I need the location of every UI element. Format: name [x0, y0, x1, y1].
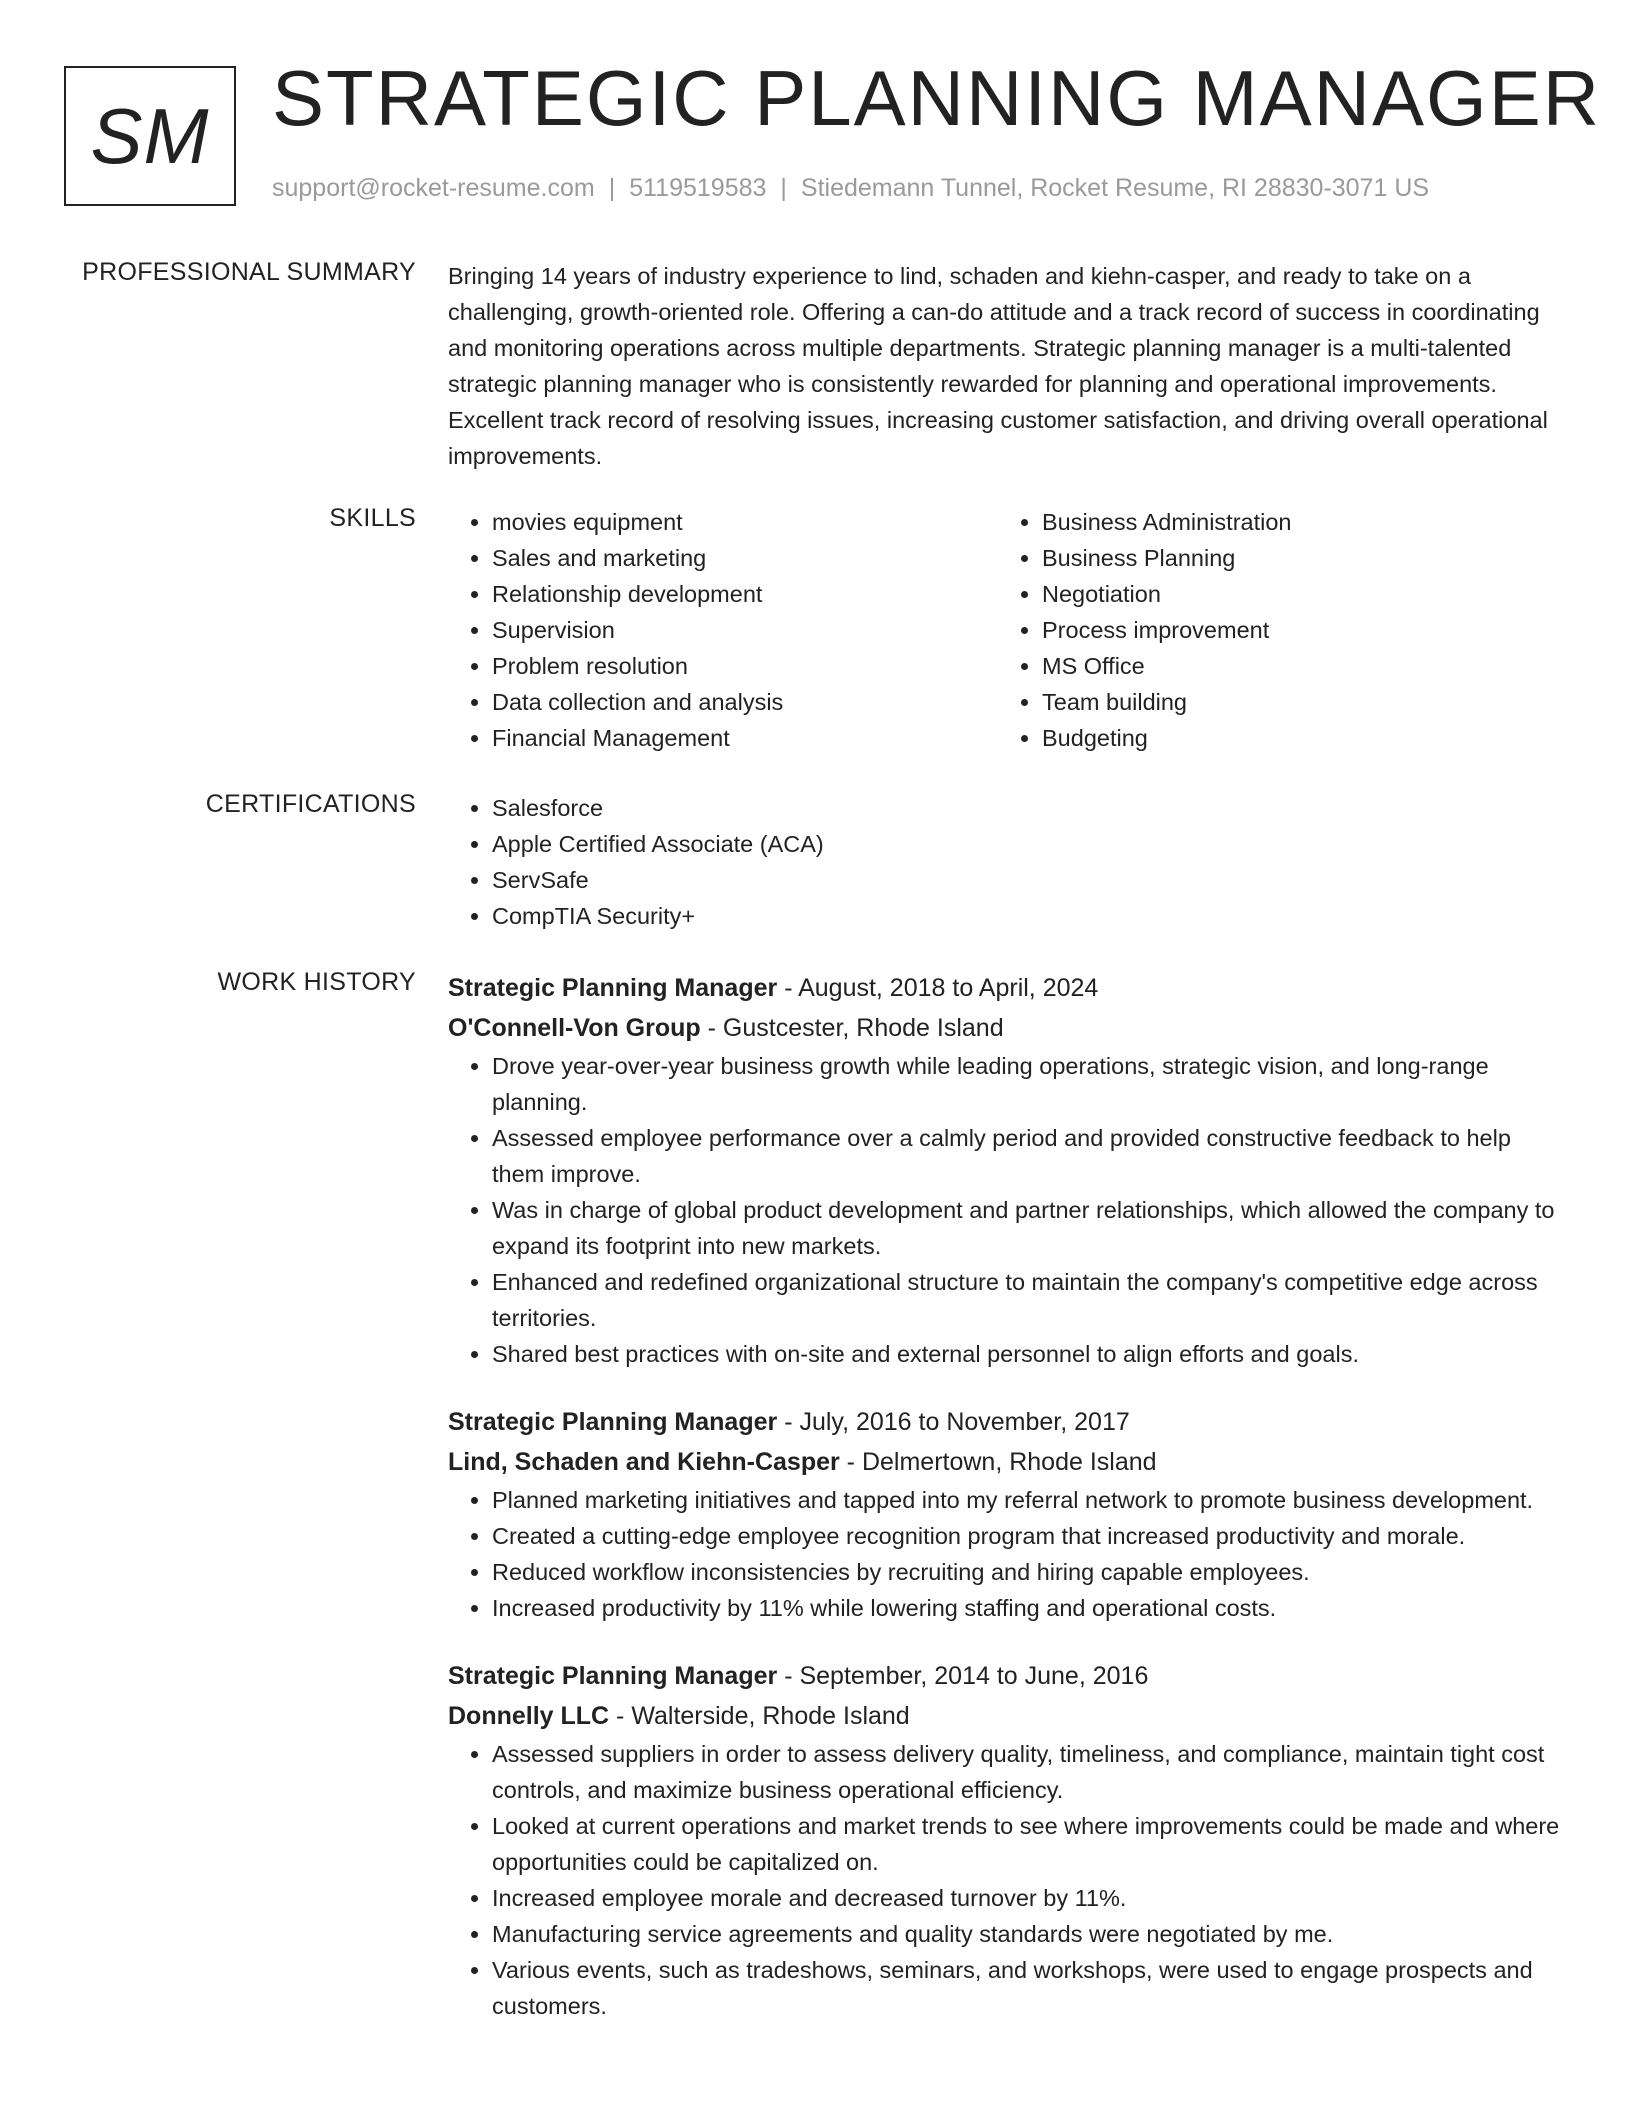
contact-separator: | — [608, 174, 616, 202]
job-title-line — [448, 1402, 1568, 1442]
job-location: - Delmertown, Rhode Island — [839, 1448, 1157, 1476]
job-bullet: • Drove year-over-year business growth while leading operations, strategic vision, and long-range planning. — [492, 1048, 1568, 1120]
job-bullet: • Increased productivity by 11% while lowering staffing and operational costs. — [492, 1590, 1568, 1626]
job-location: - Walterside, Rhode Island — [609, 1702, 910, 1730]
job-title-line — [448, 968, 1568, 1008]
job-dates: - August, 2018 to April, 2024 — [777, 974, 1099, 1002]
skill-item: • Process improvement — [1042, 612, 1548, 648]
job-company-line — [448, 1696, 1568, 1736]
job-company: Lind, Schaden and Kiehn-Casper — [448, 1448, 840, 1476]
certification-item: • Apple Certified Associate (ACA) — [492, 826, 1568, 862]
certification-item: • CompTIA Security+ — [492, 898, 1568, 934]
skill-item: • Budgeting — [1042, 720, 1548, 756]
job-bullet: • Assessed suppliers in order to assess delivery quality, timeliness, and compliance, maintain tight cost controls, and maximize business operational efficiency. — [492, 1736, 1568, 1808]
resume-title: STRATEGIC PLANNING MANAGER — [272, 54, 1602, 142]
section-label-certifications: CERTIFICATIONS — [205, 790, 416, 818]
job-title-line — [448, 1656, 1568, 1696]
skill-item: • Data collection and analysis — [492, 684, 998, 720]
skills-column-right — [998, 504, 1548, 756]
job-bullet-list — [448, 1482, 1568, 1626]
job-bullet: • Increased employee morale and decreased turnover by 11%. — [492, 1880, 1568, 1916]
contact-phone: 5119519583 — [629, 174, 767, 202]
job-title: Strategic Planning Manager — [448, 974, 778, 1002]
job-company-line — [448, 1008, 1568, 1048]
skill-item: • Business Administration — [1042, 504, 1548, 540]
job-entry — [448, 968, 1568, 1372]
section-label-summary: PROFESSIONAL SUMMARY — [82, 258, 416, 286]
job-bullet-list — [448, 1736, 1568, 2024]
contact-line — [272, 174, 1429, 203]
summary-text: Bringing 14 years of industry experience to lind, schaden and kiehn-casper, and ready to take on a challenging, growth-oriented role. Offering a can-do attitude and a track record of success in coordinating and monitoring operations across multiple departments. Strategic planning manager is a multi-talented strategic planning manager who is consistently rewarded for planning and operational improvements. Excellent track record of resolving issues, increasing customer satisfaction, and driving overall operational improvements. — [448, 263, 1548, 469]
job-dates: - September, 2014 to June, 2016 — [777, 1662, 1149, 1690]
work-history-list — [448, 968, 1568, 2054]
job-entry — [448, 1656, 1568, 2024]
job-title: Strategic Planning Manager — [448, 1662, 778, 1690]
job-dates: - July, 2016 to November, 2017 — [777, 1408, 1130, 1436]
job-bullet: • Planned marketing initiatives and tapped into my referral network to promote business development. — [492, 1482, 1568, 1518]
monogram-box — [64, 66, 236, 206]
skill-item: • MS Office — [1042, 648, 1548, 684]
job-bullet: • Reduced workflow inconsistencies by recruiting and hiring capable employees. — [492, 1554, 1568, 1590]
skill-item: • Negotiation — [1042, 576, 1548, 612]
job-location: - Gustcester, Rhode Island — [700, 1014, 1004, 1042]
skill-item: • Business Planning — [1042, 540, 1548, 576]
skills-list — [448, 504, 1568, 756]
job-bullet-list — [448, 1048, 1568, 1372]
contact-address: Stiedemann Tunnel, Rocket Resume, RI 28830-3071 US — [800, 174, 1430, 202]
job-bullet: • Assessed employee performance over a calmly period and provided constructive feedback to help them improve. — [492, 1120, 1568, 1192]
job-bullet: • Created a cutting-edge employee recognition program that increased productivity and morale. — [492, 1518, 1568, 1554]
certification-item: • Salesforce — [492, 790, 1568, 826]
job-company: O'Connell-Von Group — [448, 1014, 701, 1042]
section-label-skills: SKILLS — [329, 504, 416, 532]
job-title: Strategic Planning Manager — [448, 1408, 778, 1436]
certifications-list — [448, 790, 1568, 934]
skills-column-left — [448, 504, 998, 756]
skill-item: • Supervision — [492, 612, 998, 648]
section-label-work-history: WORK HISTORY — [217, 968, 416, 996]
job-entry — [448, 1402, 1568, 1626]
skill-item: • Team building — [1042, 684, 1548, 720]
contact-separator: | — [780, 174, 787, 202]
contact-email: support@rocket-resume.com — [272, 174, 595, 202]
job-bullet: • Shared best practices with on-site and external personnel to align efforts and goals. — [492, 1336, 1568, 1372]
skill-item: • movies equipment — [492, 504, 998, 540]
monogram-initials: SM — [90, 91, 210, 180]
job-bullet: • Was in charge of global product development and partner relationships, which allowed the company to expand its footprint into new markets. — [492, 1192, 1568, 1264]
skill-item: • Sales and marketing — [492, 540, 998, 576]
job-company: Donnelly LLC — [448, 1702, 610, 1730]
skill-item: • Relationship development — [492, 576, 998, 612]
job-company-line — [448, 1442, 1568, 1482]
job-bullet: • Enhanced and redefined organizational structure to maintain the company's competitive edge across territories. — [492, 1264, 1568, 1336]
skill-item: • Problem resolution — [492, 648, 998, 684]
job-bullet: • Looked at current operations and market trends to see where improvements could be made and where opportunities could be capitalized on. — [492, 1808, 1568, 1880]
certification-item: • ServSafe — [492, 862, 1568, 898]
skill-item: • Financial Management — [492, 720, 998, 756]
job-bullet: • Manufacturing service agreements and quality standards were negotiated by me. — [492, 1916, 1568, 1952]
job-bullet: • Various events, such as tradeshows, seminars, and workshops, were used to engage prospects and customers. — [492, 1952, 1568, 2024]
